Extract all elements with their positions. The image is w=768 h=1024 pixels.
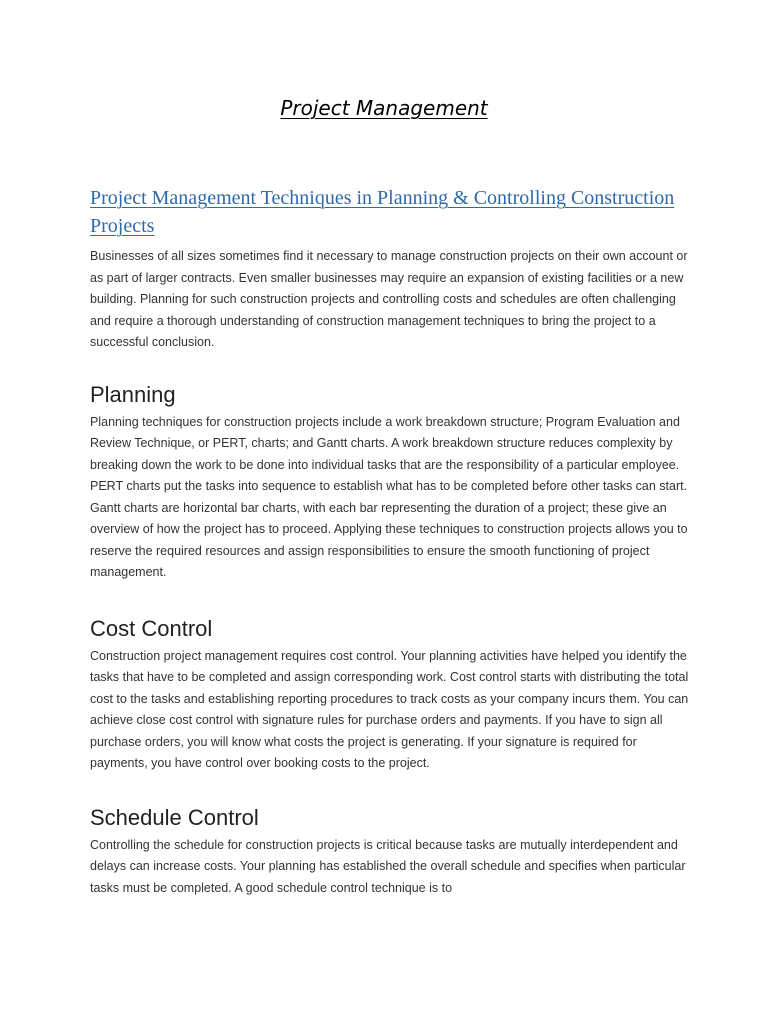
section-heading-planning: Planning [90,381,176,407]
spacer [90,354,690,382]
spacer [90,584,690,616]
intro-paragraph: Businesses of all sizes sometimes find it necessary to manage construction projects on their own account or as part of larger contracts. Even smaller businesses may require an expansion of existing facilities or a new building. Planning for such construction projects and controlling costs and schedules are often challenging and require a thorough understanding of construction management techniques to bring the project to a successful conclusion. [90,249,688,349]
article-heading [90,184,690,240]
section-heading-schedule-control: Schedule Control [90,804,259,830]
document-content [90,184,690,899]
section-heading-cost-control: Cost Control [90,615,213,641]
document-title: Project Management [280,96,488,120]
article-heading-text: Project Management Techniques in Planning & Controlling Construction Projects [90,187,675,237]
section-body-cost-control: Construction project management requires cost control. Your planning activities have helped you identify the tasks that have to be completed and assign corresponding work. Cost control starts with distributing the total cost to the tasks and establishing reporting procedures to track costs as your company incurs them. You can achieve close cost control with signature rules for purchase orders and payments. If you have to sign all purchase orders, you will know what costs the project is generating. If your signature is required for payments, you have control over booking costs to the project. [90,648,689,770]
section-body-schedule-control: Controlling the schedule for construction projects is critical because tasks are mutually interdependent and delays can increase costs. Your planning has established the overall schedule and specifies when particular tasks must be completed. A good schedule control technique is to [90,837,686,895]
spacer [90,775,690,805]
section-body-planning: Planning techniques for construction projects include a work breakdown structure; Program Evaluation and Review Technique, or PERT, charts; and Gantt charts. A work breakdown structure reduces complexity by breaking down the work to be done into individual tasks that are the responsibility of a particular employee. PERT charts put the tasks into sequence to establish what has to be completed before other tasks can start. Gantt charts are horizontal bar charts, with each bar representing the duration of a project; these give an overview of how the project has to proceed. Applying these techniques to construction projects allows you to reserve the required resources and assign responsibilities to ensure the smooth functioning of project management. [90,414,688,579]
